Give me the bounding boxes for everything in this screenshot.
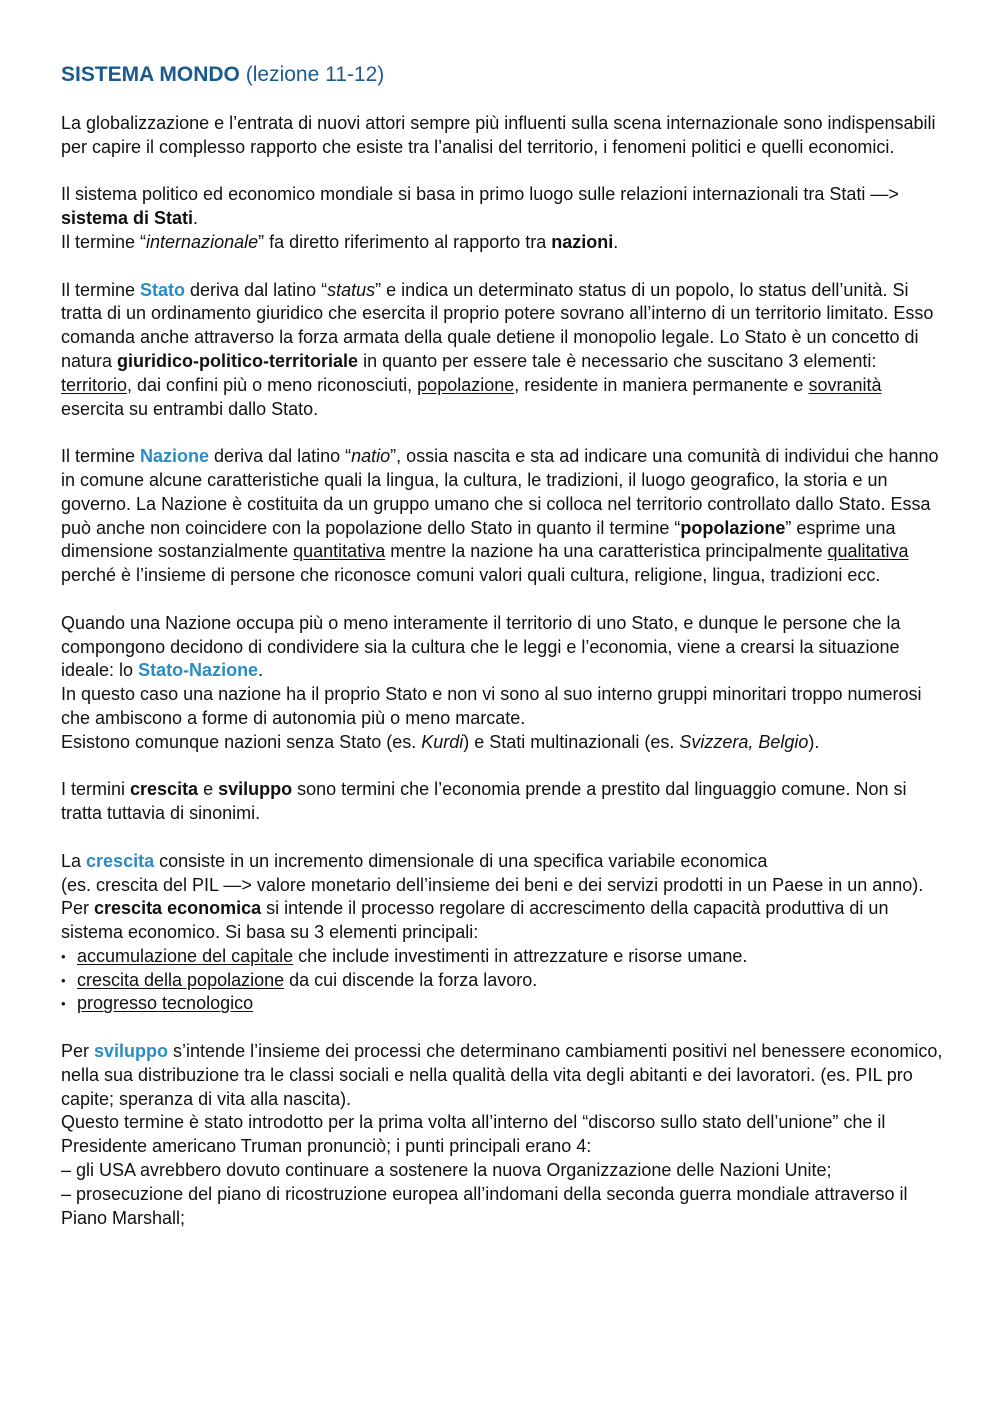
term-crescita-economica: crescita economica [94,898,262,919]
document-page [61,58,946,1230]
list-item: • progresso tecnologico [61,992,946,1016]
term-sovranita: sovranità [808,374,882,395]
paragraph-stato-nazione: Quando una Nazione occupa più o meno interamente il territorio di uno Stato, e dunque le persone che la compongono decidono di condividere sia la cultura che le leggi e l’economia, viene a crearsi la situazione ideale: lo Stato-Nazione. In questo caso una nazione ha il proprio Stato e non vi sono al suo interno gruppi minoritari troppo numerosi che ambiscono a forme di autonomia più o meno marcate. Esistono comunque nazioni senza Stato (es. Kurdi) e Stati multinazionali (es. Svizzera, Belgio). [61,612,922,752]
term-territorio: territorio [61,374,128,395]
paragraph-crescita-sviluppo: I termini crescita e sviluppo sono termini che l’economia prende a prestito dal linguaggio comune. Non si tratta tuttavia di sinonimi. [61,779,907,824]
keyword-crescita: crescita [86,850,155,871]
example-kurdi: Kurdi [421,731,464,752]
document-title [61,58,946,92]
term-popolazione: popolazione [417,374,515,395]
paragraph-crescita: La crescita consiste in un incremento dimensionale di una specifica variabile economica (es. crescita del PIL —> valore monetario dell’insieme dei beni e dei servizi prodotti in un Paese in un anno). Per crescita economica si intende il processo regolare di accrescimento della capacità produttiva di un sistema economico. Si basa su 3 elementi principali: [61,850,924,943]
paragraph-globalizzazione: La globalizzazione e l’entrata di nuovi attori sempre più influenti sulla scena internazionale sono indispensabili per capire il complesso rapporto che esiste tra l’analisi del territorio, i fenomeni politici e quelli economici. [61,113,936,157]
paragraph-nazione: Il termine Nazione deriva dal latino “natio”, ossia nascita e sta ad indicare una comunità di individui che hanno in comune alcune caratteristiche quali la lingua, la cultura, le tradizioni, il luogo geografico, la storia e un governo. La Nazione è costituita da un gruppo umano che si colloca nel territorio controllato dallo Stato. Essa può anche non coincidere con la popolazione dello Stato in quanto il termine “popolazione” esprime una dimensione sostanzialmente quantitativa mentre la nazione ha una caratteristica principalmente qualitativa perché è l’insieme di persone che riconosce comuni valori quali cultura, religione, lingua, tradizioni ecc. [61,446,939,586]
term-nazioni: nazioni [551,231,614,252]
term-giuridico-politico-territoriale: giuridico-politico-territoriale [117,350,359,371]
term-qualitativa: qualitativa [827,541,909,562]
term-quantitativa: quantitativa [293,541,386,562]
title-bold: SISTEMA MONDO [61,63,240,86]
paragraph-sviluppo: Per sviluppo s’intende l’insieme dei processi che determinano cambiamenti positivi nel benessere economico, nella sua distribuzione tra le classi sociali e nella qualità della vita degli abitanti e dei lavoratori. (es. PIL pro capite; speranza di vita alla nascita). Questo termine è stato introdotto per la prima volta all’interno del “discorso sullo stato dell’unione” che il Presidente americano Truman pronunciò; i punti principali erano 4: – gli USA avrebbero dovuto continuare a sostenere la nuova Organizzazione delle Nazioni Unite; – prosecuzione del piano di ricostruzione europea all’indomani della seconda guerra mondiale attraverso il Piano Marshall; [61,1041,943,1228]
term-crescita: crescita [130,779,199,800]
truman-point-1: – gli USA avrebbero dovuto continuare a sostenere la nuova Organizzazione delle Nazioni Unite; [61,1160,832,1181]
term-popolazione-bold: popolazione [680,517,786,538]
crescita-elements-list [61,945,946,1016]
list-item: • accumulazione del capitale che include investimenti in attrezzature e risorse umane. [61,945,946,969]
paragraph-stato: Il termine Stato deriva dal latino “status” e indica un determinato status di un popolo, lo status dell’unità. Si tratta di un ordinamento giuridico che esercita il proprio potere sovrano all’interno di un territorio limitato. Esso comanda anche attraverso la forza armata della quale detiene il monopolio legale. Lo Stato è un concetto di natura giuridico-politico-territoriale in quanto per essere tale è necessario che suscitano 3 elementi: territorio, dai confini più o meno riconosciuti, popolazione, residente in maniera permanente e sovranità esercita su entrambi dallo Stato. [61,279,934,419]
keyword-sviluppo: sviluppo [94,1041,169,1062]
keyword-nazione: Nazione [140,446,210,467]
term-sviluppo: sviluppo [218,779,293,800]
truman-point-2: – prosecuzione del piano di ricostruzione europea all’indomani della seconda guerra mondiale attraverso il Piano Marshall; [61,1183,908,1228]
paragraph-sistema-politico: Il sistema politico ed economico mondiale si basa in primo luogo sulle relazioni internazionali tra Stati —> sistema di Stati. Il termine “internazionale” fa diretto riferimento al rapporto tra nazioni. [61,184,899,252]
keyword-stato-nazione: Stato-Nazione [138,660,259,681]
term-internazionale: internazionale [146,231,259,252]
title-rest: (lezione 11-12) [239,63,385,86]
keyword-stato: Stato [140,279,186,300]
example-svizzera-belgio: Svizzera, Belgio [679,731,809,752]
term-sistema-di-stati: sistema di Stati [61,208,194,229]
list-item: • crescita della popolazione da cui discende la forza lavoro. [61,969,946,993]
